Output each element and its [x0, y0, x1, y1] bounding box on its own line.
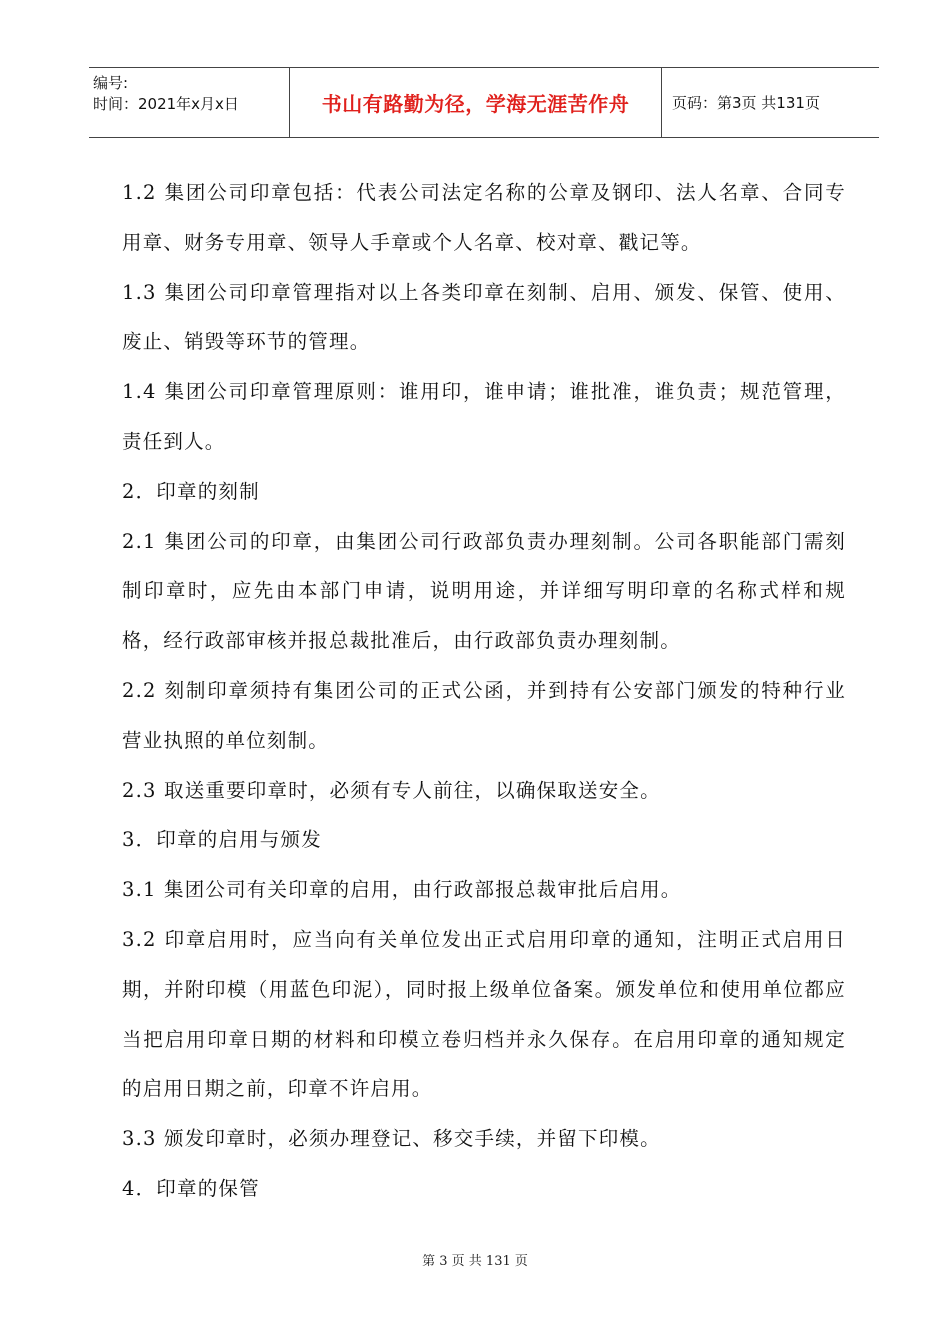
header-motto-cell	[289, 68, 662, 137]
paragraph: 3.2 印章启用时，应当向有关单位发出正式启用印章的通知，注明正式启用日期，并附印模（用蓝色印泥），同时报上级单位备案。颁发单位和使用单位都应当把启用印章日期的材料和印模立卷归档并永久保存。在启用印章的通知规定的启用日期之前，印章不许启用。	[122, 927, 846, 1101]
paragraph: 1.4 集团公司印章管理原则：谁用印，谁申请；谁批准，谁负责；规范管理，责任到人。	[122, 380, 846, 453]
paragraph: 3.3 颁发印章时，必须办理登记、移交手续，并留下印模。	[122, 1127, 661, 1151]
header-page-number: 页码：第3页 共131页	[672, 94, 820, 112]
page-footer: 第 3 页 共 131 页	[422, 1254, 528, 1269]
document-body	[122, 168, 846, 1214]
section-heading: 3．印章的启用与颁发	[122, 828, 322, 852]
paragraph: 2.1 集团公司的印章，由集团公司行政部负责办理刻制。公司各职能部门需刻制印章时，应先由本部门申请，说明用途，并详细写明印章的名称式样和规格，经行政部审核并报总裁批准后，由行政部负责办理刻制。	[122, 529, 846, 653]
section-heading: 4．印章的保管	[122, 1176, 260, 1200]
header-info-cell	[89, 68, 289, 137]
document-time-label: 时间：2021年x月x日	[93, 95, 239, 113]
paragraph: 1.2 集团公司印章包括：代表公司法定名称的公章及钢印、法人名章、合同专用章、财务专用章、领导人手章或个人名章、校对章、戳记等。	[122, 181, 846, 254]
document-number-label: 编号:	[93, 74, 129, 92]
paragraph: 2.3 取送重要印章时，必须有专人前往，以确保取送安全。	[122, 778, 661, 802]
header-motto: 书山有路勤为径，学海无涯苦作舟	[321, 92, 630, 116]
paragraph: 2.2 刻制印章须持有集团公司的正式公函，并到持有公安部门颁发的特种行业营业执照的单位刻制。	[122, 678, 846, 752]
header-page-cell	[662, 68, 879, 137]
paragraph: 1.3 集团公司印章管理指对以上各类印章在刻制、启用、颁发、保管、使用、废止、销毁等环节的管理。	[122, 280, 846, 354]
paragraph: 3.1 集团公司有关印章的启用，由行政部报总裁审批后启用。	[122, 878, 682, 902]
page-header	[89, 67, 879, 138]
section-heading: 2．印章的刻制	[122, 479, 260, 503]
